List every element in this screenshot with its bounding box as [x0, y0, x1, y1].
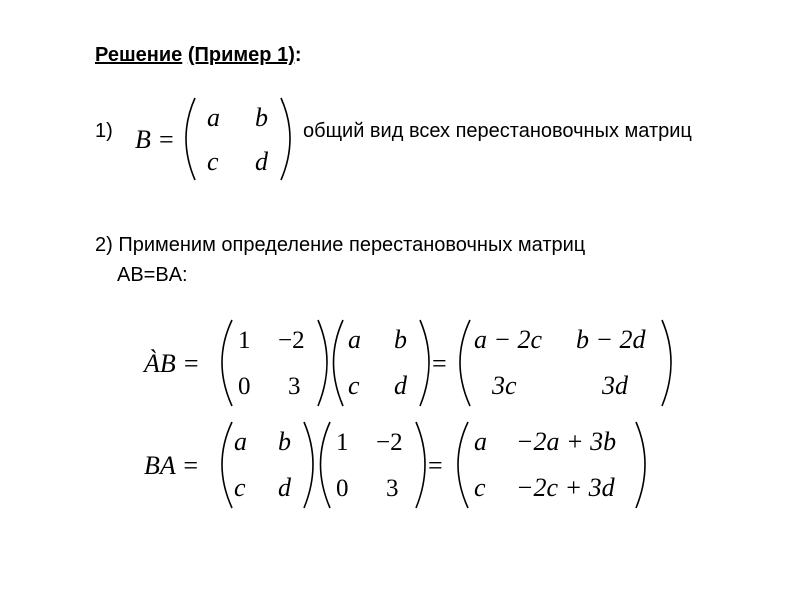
matrix-cell: −2a + 3b [516, 427, 617, 456]
matrix-cell: d [394, 371, 407, 400]
right-paren [636, 422, 645, 508]
heading-example: (Пример 1) [187, 44, 295, 66]
right-paren [416, 422, 425, 508]
matrix-cell: 0 [238, 373, 251, 400]
matrix-cell: 1 [238, 327, 251, 354]
heading-colon: : [294, 44, 302, 66]
eq-ab-lhs: ÀB = [144, 349, 200, 378]
matrix-cell: d [278, 473, 291, 502]
equals-sign: = [432, 349, 447, 378]
left-paren [334, 320, 344, 406]
left-paren [222, 320, 232, 406]
step2-line2: AB=BA: [117, 264, 188, 286]
solution-heading [95, 44, 302, 67]
matrix-cell: a [348, 325, 361, 354]
eq-ba-lhs: BA = [144, 451, 200, 480]
matrix-cell: a [474, 427, 487, 456]
matrix-cell: c [348, 371, 360, 400]
step1-description: общий вид всех перестановочных матриц [303, 120, 692, 142]
right-paren [304, 422, 313, 508]
equation-ab [140, 312, 685, 412]
step1-number: 1) [95, 120, 113, 142]
matrix-cell: 3c [492, 371, 517, 400]
left-paren [222, 422, 232, 508]
matrix-cell: d [255, 147, 268, 176]
matrix-cell: −2 [376, 429, 403, 456]
right-paren [281, 98, 290, 180]
matrix-cell: b [278, 427, 291, 456]
step1-matrix-equation [125, 88, 305, 188]
matrix-cell: 3d [602, 371, 628, 400]
equation-ba [140, 414, 650, 514]
matrix-cell: a [207, 103, 220, 132]
matrix-cell: a − 2c [474, 325, 543, 354]
matrix-cell: b [255, 103, 268, 132]
left-paren [186, 98, 195, 180]
matrix-cell: b [394, 325, 407, 354]
matrix-cell: c [234, 473, 246, 502]
left-paren [321, 422, 331, 508]
matrix-cell: 1 [336, 429, 349, 456]
matrix-cell: 0 [336, 475, 349, 502]
right-paren [318, 320, 327, 406]
matrix-cell: −2c + 3d [516, 473, 615, 502]
heading-word: Решение [95, 44, 183, 66]
left-paren [460, 320, 470, 406]
matrix-cell: 3 [288, 373, 301, 400]
matrix-cell: c [207, 147, 219, 176]
matrix-cell: 3 [386, 475, 399, 502]
matrix-cell: b − 2d [576, 325, 646, 354]
right-paren [420, 320, 429, 406]
right-paren [662, 320, 671, 406]
step1-lhs: B = [135, 125, 175, 154]
matrix-cell: −2 [278, 327, 305, 354]
left-paren [458, 422, 468, 508]
matrix-cell: c [474, 473, 486, 502]
equals-sign: = [428, 451, 443, 480]
step2-line1: 2) Применим определение перестановочных матриц [95, 234, 586, 256]
matrix-cell: a [234, 427, 247, 456]
